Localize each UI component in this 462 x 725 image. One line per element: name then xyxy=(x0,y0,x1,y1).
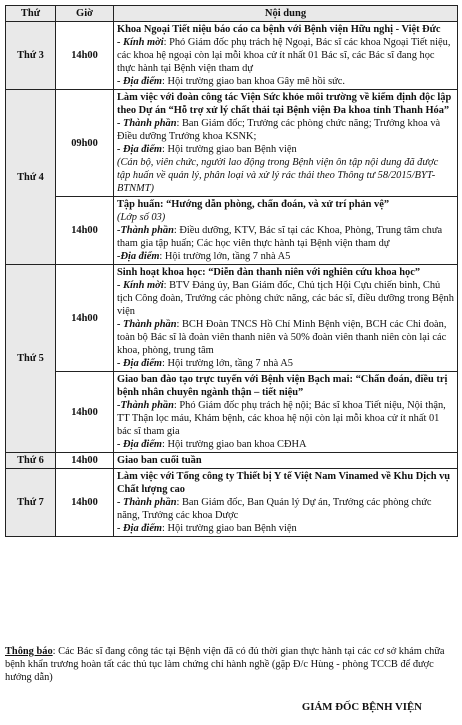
event-line xyxy=(117,357,454,370)
time-cell: 14h00 xyxy=(56,469,114,537)
line-text: : Phó Giám đốc phụ trách hệ nội; Bác sĩ khoa Tiết niệu, Nội thận, TT Thận lọc máu, Khám bệnh, các khoa hệ nội còn lại mỗi khoa cử ít nhất 01 bác sĩ tham gia xyxy=(117,400,446,437)
event-title: Sinh hoạt khoa học: “Diễn đàn thanh niên với nghiên cứu khoa học” xyxy=(117,267,421,278)
content-cell xyxy=(114,265,458,372)
event-line xyxy=(117,143,454,156)
line-text: : Hội trường lớn, tầng 7 nhà A5 xyxy=(159,251,291,262)
content-cell xyxy=(114,469,458,537)
table-row xyxy=(6,372,458,453)
table-row xyxy=(6,265,458,372)
line-text: : Ban Giám đốc; Trưởng các phòng chức năng; Trưởng khoa và Điều dưỡng Trưởng khoa KSNK; xyxy=(117,118,441,142)
content-cell xyxy=(114,453,458,469)
line-label: - Địa điểm xyxy=(117,144,163,155)
day-cell: Thứ 7 xyxy=(6,469,56,537)
content-cell xyxy=(114,372,458,453)
day-cell: Thứ 5 xyxy=(6,265,56,453)
line-text: : Ban Giám đốc, Ban Quản lý Dự án, Trưởng các phòng chức năng, Trưởng các khoa Dược xyxy=(117,497,432,521)
line-label: - Thành phần xyxy=(117,497,177,508)
table-row xyxy=(6,22,458,90)
line-text: : BCH Đoàn TNCS Hồ Chí Minh Bệnh viện, BCH các Chi đoàn, toàn bộ Bác sĩ là đoàn viên thanh niên và 50% đoàn viên thanh niên còn lại các khoa, phòng, trung tâm xyxy=(117,319,447,356)
italic-note: (Cán bộ, viên chức, người lao động trong Bệnh viện ôn tập nội dung đã được tập huấn về quản lý, phân loại và xử lý rác thải theo Thông tư 58/2015/BYT-BTNMT) xyxy=(117,157,439,194)
content-cell xyxy=(114,22,458,90)
event-line xyxy=(117,438,454,451)
notice xyxy=(5,645,457,684)
line-label: - Kính mời xyxy=(117,37,164,48)
time-cell: 14h00 xyxy=(56,453,114,469)
line-text: : Hội trường lớn, tầng 7 nhà A5 xyxy=(162,358,293,369)
event-line xyxy=(117,224,454,250)
line-text: : Phó Giám đốc phụ trách hệ Ngoại, Bác sĩ các khoa Ngoại Tiết niệu, các khoa hệ ngoại còn lại mỗi khoa cử ít nhất 01 Bác sĩ, các Bác sĩ đang học thực hành tại Bệnh viện tham dự xyxy=(117,37,451,74)
day-cell: Thứ 6 xyxy=(6,453,56,469)
line-text: : Hội trường giao ban Bệnh viện xyxy=(162,523,297,534)
header-day: Thứ xyxy=(6,6,56,22)
table-header-row xyxy=(6,6,458,22)
time-cell: 14h00 xyxy=(56,22,114,90)
day-cell: Thứ 4 xyxy=(6,90,56,265)
line-text: : Hội trường giao ban khoa Gây mê hồi sức. xyxy=(162,76,346,87)
table-row xyxy=(6,197,458,265)
schedule-table xyxy=(5,5,458,537)
event-line xyxy=(117,250,454,263)
event-line xyxy=(117,75,454,88)
event-title: Khoa Ngoại Tiết niệu báo cáo ca bệnh với Bệnh viện Hữu nghị - Việt Đức xyxy=(117,24,441,35)
table-row xyxy=(6,469,458,537)
event-title: Làm việc với Tổng công ty Thiết bị Y tế Việt Nam Vinamed về Khu Dịch vụ Chất lượng cao xyxy=(117,471,451,495)
event-title: Làm việc với đoàn công tác Viện Sức khỏe môi trường về kiểm định độc lập theo Dự án “Hỗ trợ xử lý chất thải tại Bệnh viện Đa khoa tỉnh Thanh Hóa” xyxy=(117,92,452,116)
notice-text: : Các Bác sĩ đang công tác tại Bệnh viện đã có đủ thời gian thực hành tại các cơ sở khám chữa bệnh khẩn trương hoàn tất các thủ tục làm chứng chỉ hành nghề (gặp Đ/c Hùng - phòng TCCB để được hướng dẫn) xyxy=(5,646,445,683)
content-cell xyxy=(114,90,458,197)
event-title: Tập huấn: “Hướng dẫn phòng, chẩn đoán, và xử trí phản vệ” xyxy=(117,199,390,210)
event-line xyxy=(117,399,454,438)
day-cell: Thứ 3 xyxy=(6,22,56,90)
line-label: -Địa điểm xyxy=(117,251,160,262)
line-label: - Thành phần xyxy=(117,118,177,129)
table-row xyxy=(6,453,458,469)
line-label: - Địa điểm xyxy=(117,523,163,534)
signature: GIÁM ĐỐC BỆNH VIỆN xyxy=(301,701,422,713)
event-line xyxy=(117,36,454,75)
line-text: : BTV Đảng ủy, Ban Giám đốc, Chủ tịch Hội Cựu chiến binh, Chủ tịch Công đoàn, Trưởng các phòng chức năng, các bác sĩ, điều dưỡng trong Bệnh viện xyxy=(117,280,454,317)
event-line xyxy=(117,117,454,143)
line-label: - Kính mời xyxy=(117,280,164,291)
time-cell: 14h00 xyxy=(56,265,114,372)
line-label: - Địa điểm xyxy=(117,76,163,87)
event-line xyxy=(117,496,454,522)
italic-subtitle: (Lớp số 03) xyxy=(117,212,166,223)
line-text: : Hội trường giao ban khoa CĐHA xyxy=(162,439,307,450)
line-label: -Thành phần xyxy=(117,400,174,411)
content-cell xyxy=(114,197,458,265)
event-line xyxy=(117,522,454,535)
time-cell: 09h00 xyxy=(56,90,114,197)
event-title: Giao ban đào tạo trực tuyến với Bệnh viện Bạch mai: “Chẩn đoán, điều trị bệnh nhân chuyên ngành thận – tiết niệu” xyxy=(117,374,448,398)
line-label: - Thành phần xyxy=(117,319,177,330)
line-text: : Điều dưỡng, KTV, Bác sĩ tại các Khoa, Phòng, Trung tâm chưa tham gia tập huấn; Các học viên thực hành tại Bệnh viện tham dự xyxy=(117,225,443,249)
event-title: Giao ban cuối tuần xyxy=(117,455,202,466)
header-time: Giờ xyxy=(56,6,114,22)
notice-label: Thông báo xyxy=(5,646,53,657)
line-label: -Thành phần xyxy=(117,225,174,236)
table-row xyxy=(6,90,458,197)
time-cell: 14h00 xyxy=(56,197,114,265)
header-content: Nội dung xyxy=(114,6,458,22)
line-label: - Địa điểm xyxy=(117,439,163,450)
line-label: - Địa điểm xyxy=(117,358,163,369)
event-line xyxy=(117,318,454,357)
event-line xyxy=(117,279,454,318)
time-cell: 14h00 xyxy=(56,372,114,453)
line-text: : Hội trường giao ban Bệnh viện xyxy=(162,144,297,155)
